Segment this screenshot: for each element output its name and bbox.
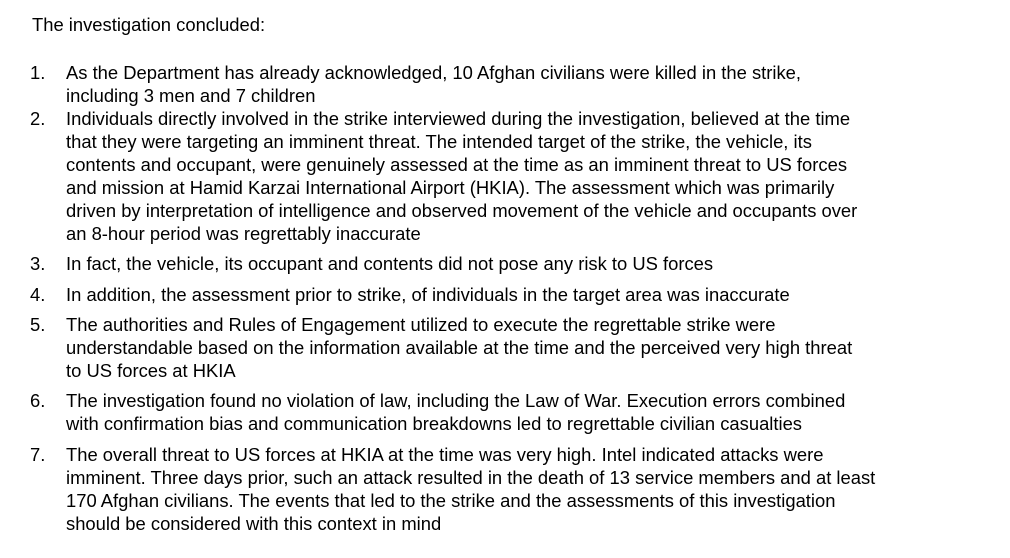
item-line: understandable based on the information available at the time and the perceived very high threat <box>66 337 853 358</box>
item-line: As the Department has already acknowledged, 10 Afghan civilians were killed in the strike, <box>66 62 802 83</box>
item-line: should be considered with this context in mind <box>66 513 442 534</box>
item-line: The overall threat to US forces at HKIA at the time was very high. Intel indicated attacks were <box>66 444 824 465</box>
item-line: including 3 men and 7 children <box>66 85 316 106</box>
item-number: 2. <box>30 108 46 129</box>
item-number: 6. <box>30 390 46 411</box>
item-number: 5. <box>30 314 46 335</box>
item-line: that they were targeting an imminent threat. The intended target of the strike, the vehicle, its <box>66 131 812 152</box>
item-line: In fact, the vehicle, its occupant and contents did not pose any risk to US forces <box>66 253 714 274</box>
item-line: 170 Afghan civilians. The events that led to the strike and the assessments of this investigation <box>66 490 836 511</box>
item-line: with confirmation bias and communication breakdowns led to regrettable civilian casualties <box>66 413 803 434</box>
item-line: an 8-hour period was regrettably inaccurate <box>66 223 421 244</box>
item-line: imminent. Three days prior, such an attack resulted in the death of 13 service members and at least <box>66 467 876 488</box>
item-line: contents and occupant, were genuinely assessed at the time as an imminent threat to US forces <box>66 154 848 175</box>
item-line: In addition, the assessment prior to strike, of individuals in the target area was inaccurate <box>66 284 790 305</box>
item-line: Individuals directly involved in the strike interviewed during the investigation, believed at the time <box>66 108 851 129</box>
item-line: The authorities and Rules of Engagement utilized to execute the regrettable strike were <box>66 314 776 335</box>
item-line: driven by interpretation of intelligence and observed movement of the vehicle and occupants over <box>66 200 858 221</box>
item-number: 4. <box>30 284 46 305</box>
item-number: 3. <box>30 253 46 274</box>
item-line: The investigation found no violation of law, including the Law of War. Execution errors combined <box>66 390 846 411</box>
item-line: to US forces at HKIA <box>66 360 236 381</box>
item-line: and mission at Hamid Karzai International Airport (HKIA). The assessment which was primarily <box>66 177 835 198</box>
item-number: 7. <box>30 444 46 465</box>
intro-heading: The investigation concluded: <box>32 14 266 35</box>
item-number: 1. <box>30 62 46 83</box>
